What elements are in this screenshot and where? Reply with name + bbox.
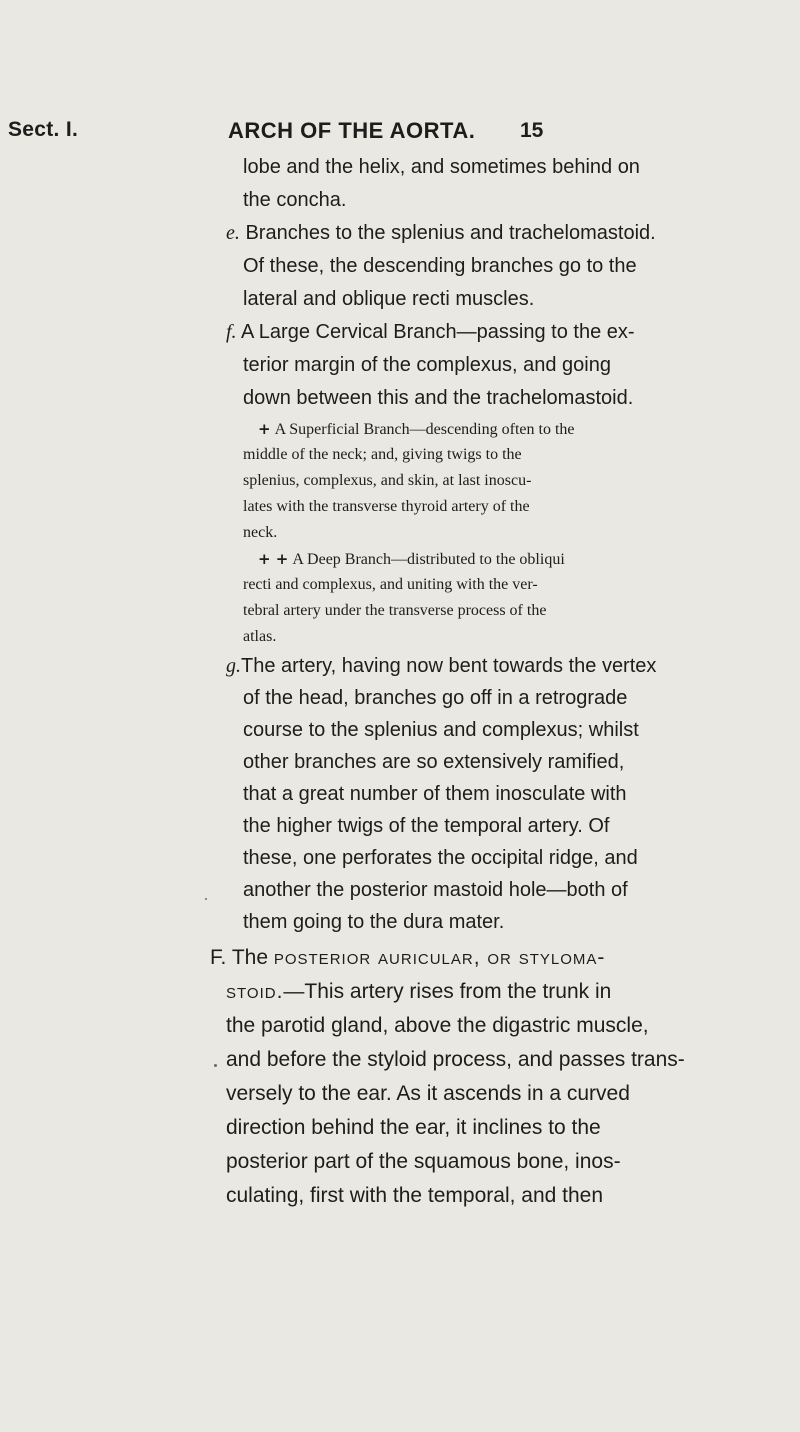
paper-speck — [205, 898, 207, 900]
text-line: splenius, complexus, and skin, at last inoscu- — [243, 472, 532, 489]
item-label: e. — [226, 222, 240, 244]
text-line: the parotid gland, above the digastric muscle, — [226, 1014, 649, 1037]
section-f-heading: F. The posterior auricular, or styloma- — [210, 946, 606, 969]
item-f: f. A Large Cervical Branch—passing to the ex- — [226, 321, 635, 343]
cross-marker-icon: + — [258, 420, 271, 438]
text-line: direction behind the ear, it inclines to the — [226, 1116, 601, 1139]
text-line: tebral artery under the transverse process of the — [243, 602, 547, 619]
section-label: Sect. I. — [8, 118, 79, 141]
text-line: atlas. — [243, 628, 277, 645]
item-e: e. Branches to the splenius and trachelomastoid. — [226, 222, 656, 244]
text-line: middle of the neck; and, giving twigs to the — [243, 446, 522, 463]
paper-speck — [214, 1064, 217, 1067]
text-line: stoid.—This artery rises from the trunk in — [226, 980, 612, 1003]
text-line: lates with the transverse thyroid artery of the — [243, 498, 530, 515]
text-line: another the posterior mastoid hole—both of — [243, 879, 628, 901]
page-title: ARCH OF THE AORTA. — [228, 118, 476, 143]
text-line: lateral and oblique recti muscles. — [243, 288, 535, 310]
page-number: 15 — [520, 119, 544, 142]
text-line: them going to the dura mater. — [243, 911, 505, 933]
sub-item-superficial: + A Superficial Branch—descending often to the — [258, 420, 575, 438]
item-label: f. — [226, 321, 237, 343]
text-line: these, one perforates the occipital ridge, and — [243, 847, 638, 869]
text-line: Of these, the descending branches go to the — [243, 255, 637, 277]
cross-marker-icon: + + — [258, 550, 289, 568]
text-line: the concha. — [243, 189, 347, 211]
text-line: terior margin of the complexus, and going — [243, 354, 611, 376]
text-line: and before the styloid process, and passes trans- — [226, 1048, 685, 1071]
text-line: lobe and the helix, and sometimes behind on — [243, 156, 640, 178]
text-line: recti and complexus, and uniting with the ver- — [243, 576, 538, 593]
item-g: g.The artery, having now bent towards the vertex — [226, 655, 657, 677]
running-header — [0, 118, 800, 148]
item-label: g. — [226, 655, 241, 677]
text-line: versely to the ear. As it ascends in a curved — [226, 1082, 630, 1105]
text-line: culating, first with the temporal, and then — [226, 1184, 604, 1207]
text-line: of the head, branches go off in a retrograde — [243, 687, 628, 709]
text-line: the higher twigs of the temporal artery. Of — [243, 815, 610, 837]
text-line: other branches are so extensively ramified, — [243, 751, 625, 773]
text-line: course to the splenius and complexus; whilst — [243, 719, 639, 741]
text-line: down between this and the trachelomastoid. — [243, 387, 634, 409]
text-line: neck. — [243, 524, 278, 541]
text-line: that a great number of them inosculate with — [243, 783, 627, 805]
text-line: posterior part of the squamous bone, inos- — [226, 1150, 621, 1173]
sub-item-deep: + + A Deep Branch—distributed to the obliqui — [258, 550, 565, 568]
